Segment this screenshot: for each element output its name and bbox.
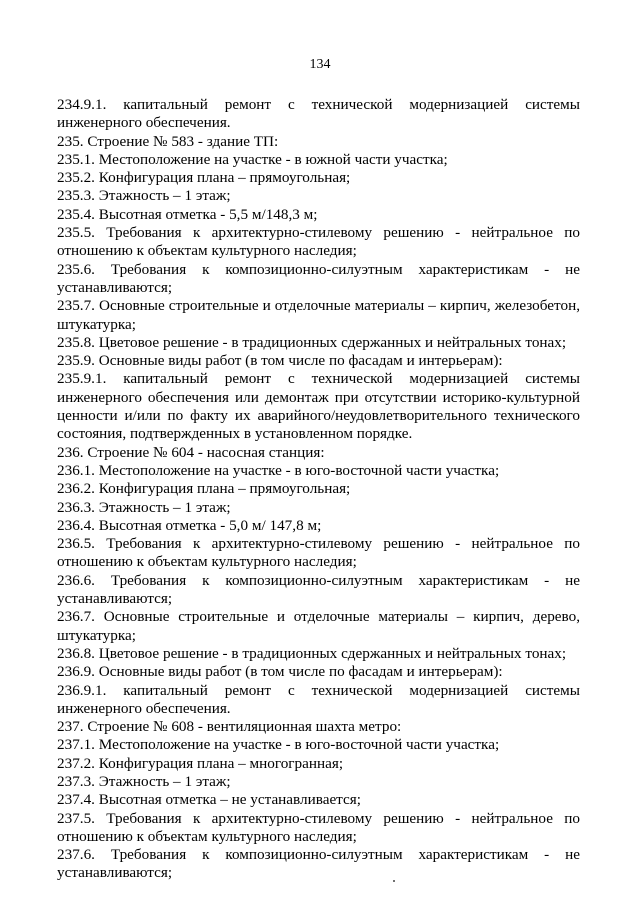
text-line: 234.9.1. капитальный ремонт с технической модернизацией системы: [57, 96, 580, 113]
text-line: штукатурка;: [57, 626, 136, 644]
text-line: 236.8. Цветовое решение - в традиционных сдержанных и нейтральных тонах;: [57, 644, 567, 662]
text-line: 236.9. Основные виды работ (в том числе по фасадам и интерьерам):: [57, 663, 503, 681]
text-line: 235.6. Требования к композиционно-силуэтным характеристикам - не: [57, 260, 580, 278]
text-line: 235.9. Основные виды работ (в том числе по фасадам и интерьерам):: [57, 352, 503, 370]
text-line: инженерного обеспечения.: [57, 699, 231, 717]
text-line: 235.1. Местоположение на участке - в южной части участка;: [57, 150, 448, 168]
text-line: состояния, подтвержденных в установленном порядке.: [57, 425, 413, 443]
text-line: устанавливаются;: [57, 278, 173, 296]
text-line: 235.4. Высотная отметка - 5,5 м/148,3 м;: [57, 205, 318, 223]
text-line: 236.9.1. капитальный ремонт с технической модернизацией системы: [57, 681, 580, 699]
text-line: 236.5. Требования к архитектурно-стилевому решению - нейтральное по: [57, 535, 580, 553]
text-line: отношению к объектам культурного наследия;: [57, 242, 357, 260]
text-line: устанавливаются;: [57, 590, 173, 608]
page-number: 134: [309, 57, 331, 72]
text-line: инженерного обеспечения или демонтаж при отсутствии историко-культурной: [57, 388, 580, 406]
text-line: 235.2. Конфигурация плана – прямоугольная;: [57, 169, 351, 187]
text-line: 236.7. Основные строительные и отделочные материалы – кирпич, дерево,: [57, 608, 580, 626]
text-line: 236.3. Этажность – 1 этаж;: [57, 498, 231, 516]
text-line: 235.5. Требования к архитектурно-стилевому решению - нейтральное по: [57, 224, 580, 242]
text-line: 237.4. Высотная отметка – не устанавливается;: [57, 791, 361, 809]
text-line: отношению к объектам культурного наследия;: [57, 553, 357, 571]
text-line: 235.9.1. капитальный ремонт с технической модернизацией системы: [57, 370, 580, 388]
text-line: 237. Строение № 608 - вентиляционная шахта метро:: [57, 718, 402, 736]
text-line: 237.5. Требования к архитектурно-стилевому решению - нейтральное по: [57, 809, 580, 827]
text-line: 237.6. Требования к композиционно-силуэтным характеристикам - не: [57, 846, 580, 864]
document-body: [57, 96, 580, 883]
text-line: 235.7. Основные строительные и отделочные материалы – кирпич, железобетон,: [57, 297, 580, 315]
text-line: 237.3. Этажность – 1 этаж;: [57, 772, 231, 790]
text-line: 237.2. Конфигурация плана – многогранная;: [57, 754, 344, 772]
text-line: 236.2. Конфигурация плана – прямоугольная;: [57, 480, 351, 498]
text-line: ценности и/или по факту их аварийного/неудовлетворительного технического: [57, 407, 580, 425]
text-line: 235.8. Цветовое решение - в традиционных сдержанных и нейтральных тонах;: [57, 333, 567, 351]
text-line: 236. Строение № 604 - насосная станция:: [57, 443, 325, 461]
text-line: 235.3. Этажность – 1 этаж;: [57, 187, 231, 205]
scan-speck: [393, 880, 395, 882]
text-line: 236.6. Требования к композиционно-силуэтным характеристикам - не: [57, 571, 580, 589]
text-line: штукатурка;: [57, 315, 136, 333]
text-line: инженерного обеспечения.: [57, 114, 231, 132]
text-line: 236.4. Высотная отметка - 5,0 м/ 147,8 м;: [57, 516, 322, 534]
text-line: 235. Строение № 583 - здание ТП:: [57, 132, 279, 150]
text-line: 237.1. Местоположение на участке - в юго-восточной части участка;: [57, 736, 500, 754]
text-line: 236.1. Местоположение на участке - в юго-восточной части участка;: [57, 461, 500, 479]
text-line: устанавливаются;: [57, 864, 173, 882]
text-line: отношению к объектам культурного наследия;: [57, 827, 357, 845]
